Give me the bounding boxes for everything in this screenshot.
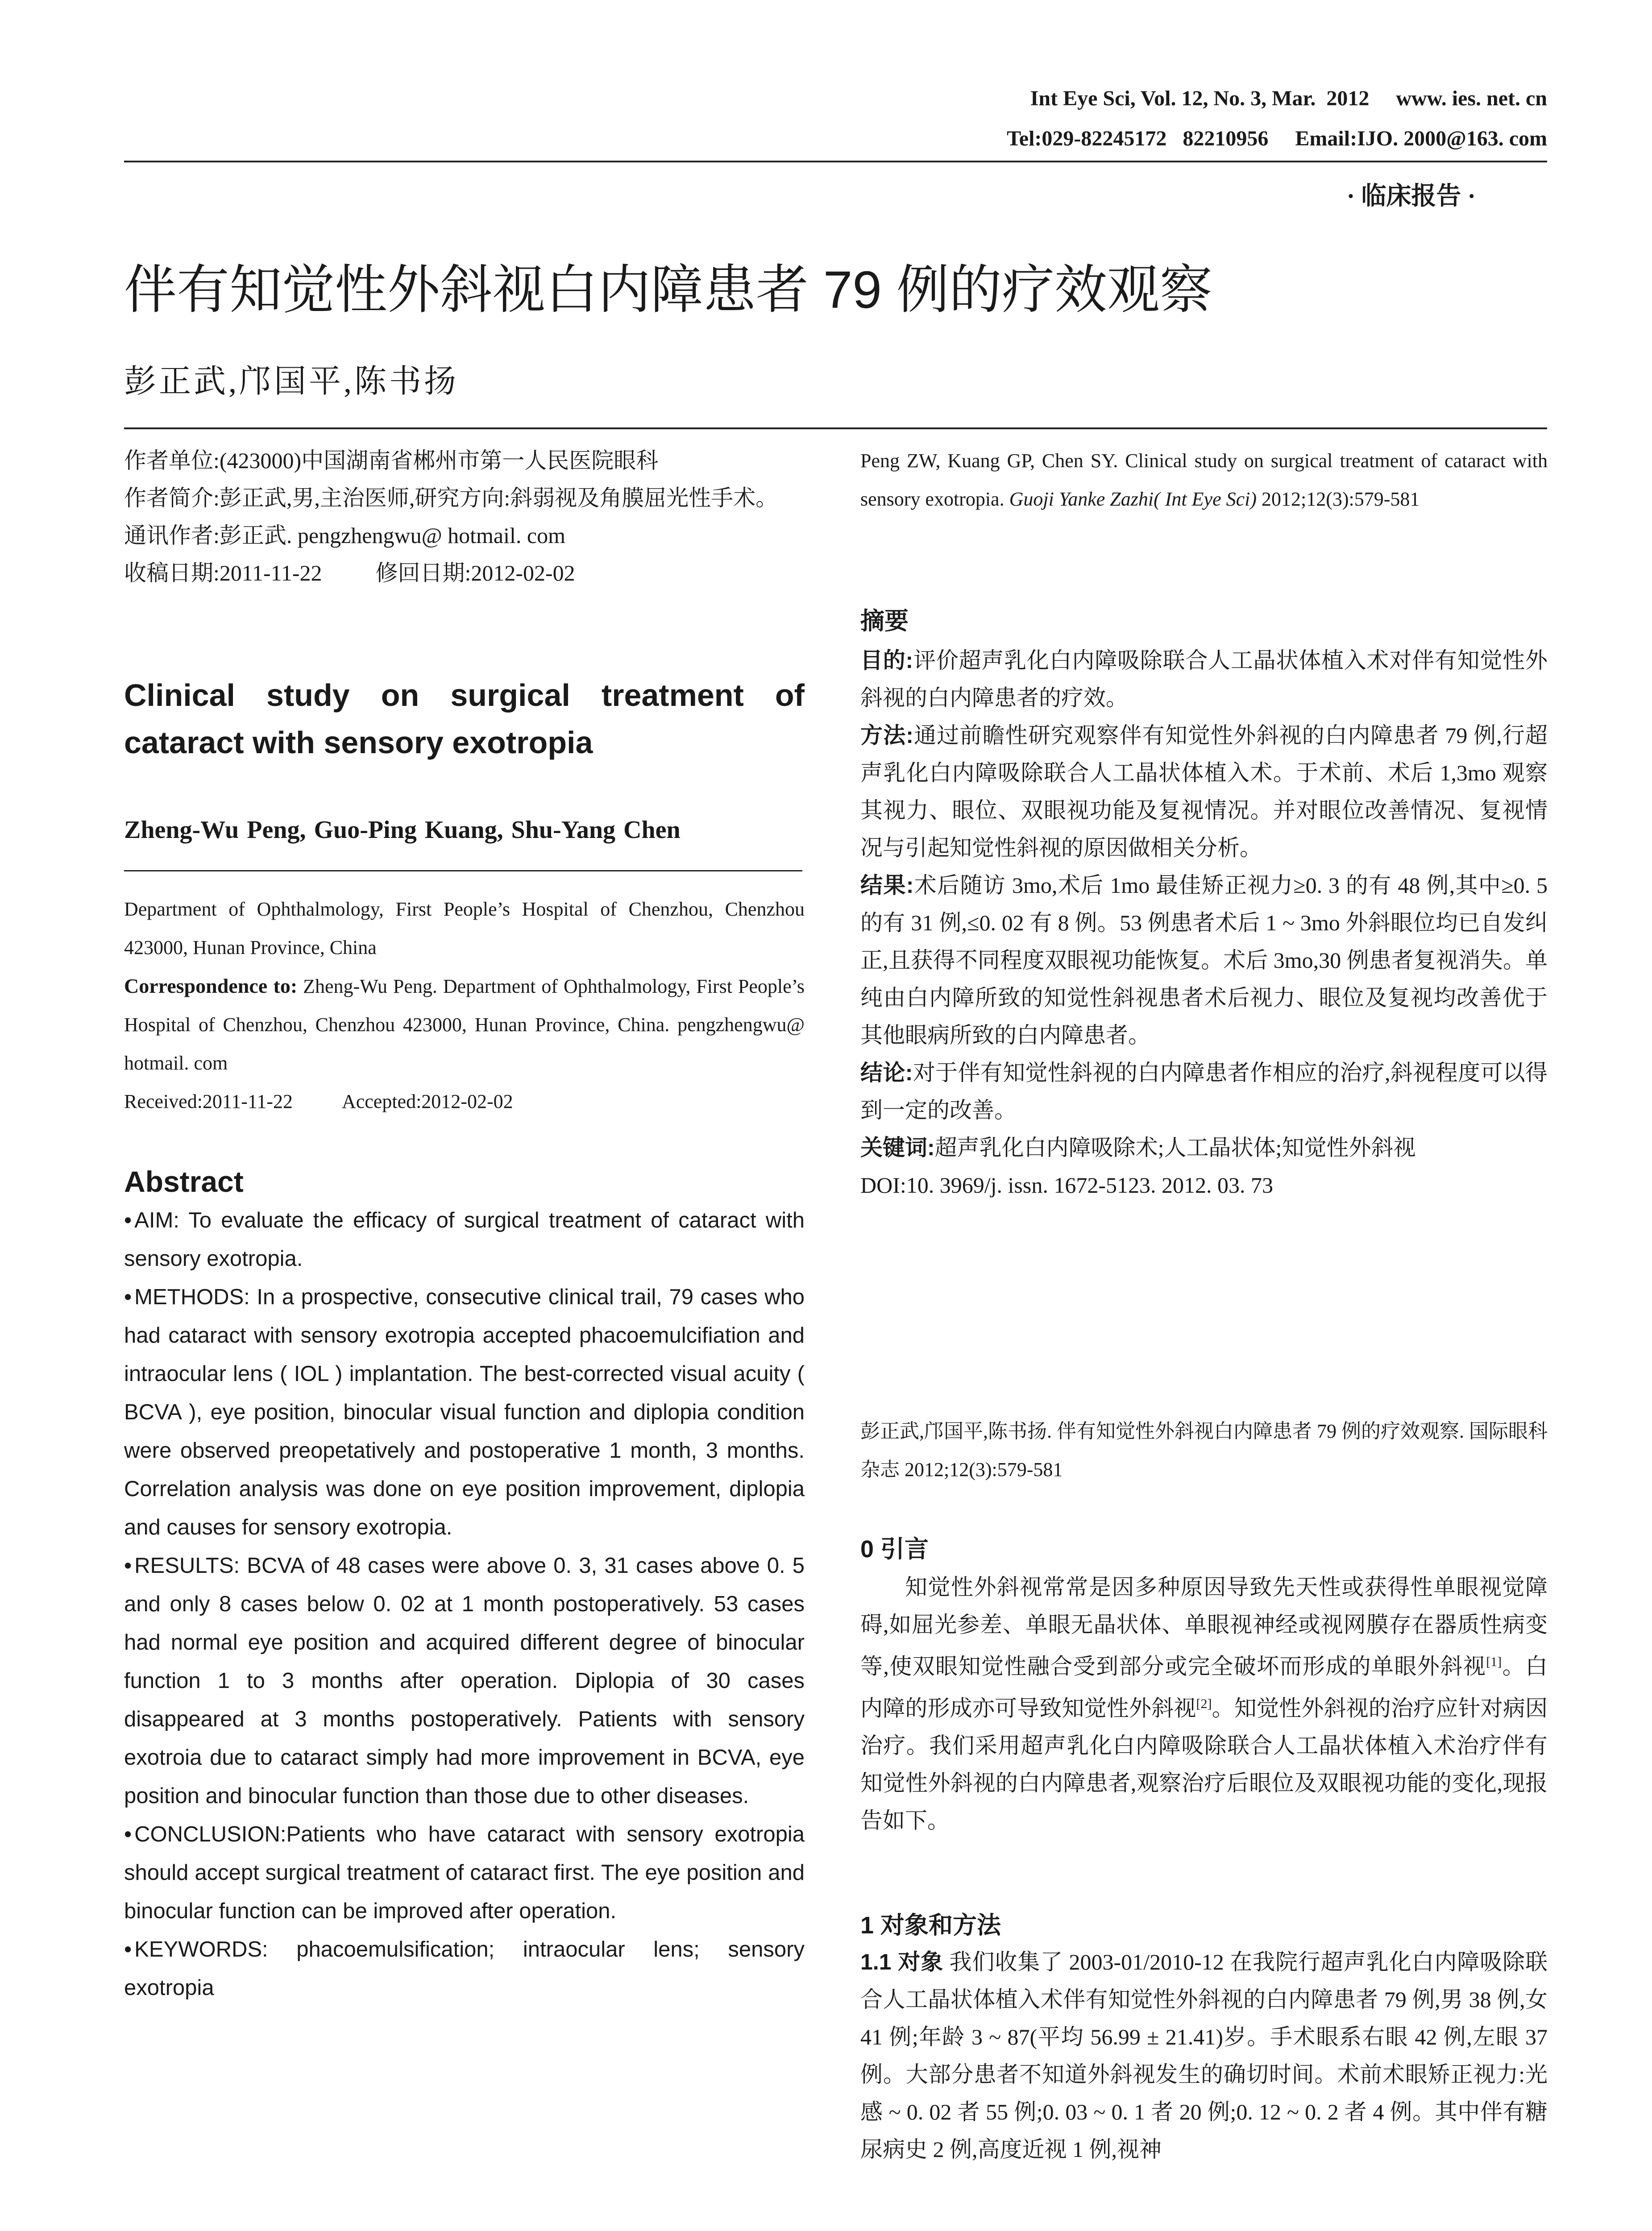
article-title-en: Clinical study on surgical treatment of cataract with sensory exotropia [124,678,805,760]
abstract-cn-keywords-text: 超声乳化白内障吸除术;人工晶状体;知觉性外斜视 [934,1135,1416,1160]
intro-text-c: 。知觉性外斜视的治疗应针对病因治疗。我们采用超声乳化白内障吸除联合人工晶状体植入术治疗伴有知觉性外斜视的白内障患者,观察治疗后眼位及双眼视功能的变化,现报告如下。 [860,1696,1548,1833]
front-matter [124,442,805,592]
citation-cn-text: 彭正武,邝国平,陈书扬. 伴有知觉性外斜视白内障患者 79 例的疗效观察. 国际眼科杂志 2012;12(3):579-581 [860,1420,1548,1480]
authors-rule [124,870,802,871]
citation-cn [860,1412,1548,1489]
abstract-cn-conclusion-text: 对于伴有知觉性斜视的白内障患者作相应的治疗,斜视程度可以得到一定的改善。 [860,1060,1548,1123]
methods-text: 我们收集了 2003-01/2010-12 在我院行超声乳化白内障吸除联合人工晶状体植入术伴有知觉性外斜视的白内障患者 79 例,男 38 例,女 41 例;年龄 3 ~ 87(平均 56.99 ± 21.41)岁。手术眼系右眼 42 例,左眼 37 例。大部分患者不知道外斜视发生的确切时间。术前术眼矫正视力:光感 ~ 0. 02 者 55 例;0. 03 ~ 0. 1 者 20 例;0. 12 ~ 0. 2 者 4 例。其中伴有糖尿病史 2 例,高度近视 1 例,视神 [860,1949,1548,2162]
affiliation-cn: 作者单位:(423000)中国湖南省郴州市第一人民医院眼科 [124,448,659,473]
authors-en: Zheng-Wu Peng, Guo-Ping Kuang, Shu-Yang Chen [124,816,681,844]
abstract-results-label: • RESULTS: [124,1554,240,1578]
intro-ref-1: [1] [1486,1655,1502,1669]
received-date-cn: 收稿日期:2011-11-22 [124,560,322,585]
abstract-cn-aim [860,642,1548,717]
header-rule [124,161,1547,162]
affiliation-en: Department of Ophthalmology, First People’s Hospital of Chenzhou, Chenzhou 423000, Hunan Province, China [124,898,805,958]
abstract-cn-results-text: 术后随访 3mo,术后 1mo 最佳矫正视力≥0. 3 的有 48 例,其中≥0. 5 的有 31 例,≤0. 02 有 8 例。53 例患者术后 1 ~ 3mo 外斜眼位均已自发纠正,且获得不同程度双眼视功能恢复。术后 3mo,30 例患者复视消失。单纯由白内障所致的知觉性斜视患者术后视力、眼位及复视均改善优于其他眼病所致的白内障患者。 [860,873,1548,1048]
abstract-methods [124,1278,805,1547]
abstract-heading-en: Abstract [124,1165,244,1198]
abstract-keywords-text: phacoemulsification; intraocular lens; sensory exotropia [124,1937,805,2000]
abstract-cn-conclusion [860,1054,1548,1129]
abstract-cn-aim-label: 目的: [860,648,913,673]
abstract-keywords [124,1930,805,2007]
abstract-aim [124,1201,805,1278]
revised-date-cn: 修回日期:2012-02-02 [375,560,575,585]
abstract-cn-keywords [860,1129,1548,1166]
journal-contact-line: Tel:029-82245172 82210956 Email:IJO. 2000@163. com [1007,127,1547,150]
abstract-en [124,1201,805,2007]
abstract-cn-results-label: 结果: [860,873,914,898]
correspondence-label-en: Correspondence to: [124,975,298,997]
abstract-results-text: BCVA of 48 cases were above 0. 3, 31 cases above 0. 5 and only 8 cases below 0. 02 at 1 month postoperatively. 53 cases had normal eye position and acquired different degree of binocular function 1 to 3 months after operation. Diplopia of 30 cases disappeared at 3 months postoperatively. Patients with sensory exotroia due to cataract simply had more improvement in BCVA, eye position and binocular function than those due to other diseases. [124,1554,805,1808]
correspondence-text-en: Zheng-Wu Peng. Department of Ophthalmology, First People’s Hospital of Chenzhou, Chenzhou 423000, Hunan Province, China. pengzhengwu@ hotmail. com [124,975,805,1074]
intro-ref-2: [2] [1196,1696,1212,1711]
journal-info-line: Int Eye Sci, Vol. 12, No. 3, Mar. 2012 www. ies. net. cn [1030,87,1547,110]
methods-subheading: 1.1 对象 [860,1949,944,1974]
citation-en-text: Peng ZW, Kuang GP, Chen SY. Clinical study on surgical treatment of cataract with sensory exotropia. [860,450,1548,510]
methods-heading: 1 对象和方法 [860,1912,1001,1939]
article-title-cn: 伴有知觉性外斜视白内障患者 79 例的疗效观察 [124,261,1212,319]
correspondence-cn: 通讯作者:彭正武. pengzhengwu@ hotmail. com [124,523,565,548]
citation-en [860,442,1548,518]
abstract-cn-results [860,867,1548,1054]
citation-en-details: 2012;12(3):579-581 [1257,488,1420,510]
affiliation-block-en [124,890,805,1121]
intro-body [860,1568,1548,1839]
dates-en [124,1082,805,1121]
abstract-conclusion [124,1815,805,1930]
abstract-keywords-label: • KEYWORDS: [124,1937,268,1961]
abstract-methods-text: In a prospective, consecutive clinical trail, 79 cases who had cataract with sensory exotropia accepted phacoemulcifiation and intraocular lens ( IOL ) implantation. The best-corrected visual acuity ( BCVA ), eye position, binocular visual function and diplopia condition were observed preopetatively and postoperative 1 month, 3 months. Correlation analysis was done on eye position improvement, diplopia and causes for sensory exotropia. [124,1285,805,1539]
doi: DOI:10. 3969/j. issn. 1672-5123. 2012. 03. 73 [860,1173,1273,1198]
correspondence-en [124,967,805,1082]
intro-text-b: 。白内障的形成亦可导致知觉性外斜视 [860,1654,1548,1721]
abstract-heading-cn: 摘要 [860,608,909,634]
abstract-aim-text: To evaluate the efficacy of surgical treatment of cataract with sensory exotropia. [124,1208,805,1271]
intro-text-a: 知觉性外斜视常常是因多种原因导致先天性或获得性单眼视觉障碍,如屈光参差、单眼无晶状体、单眼视神经或视网膜存在器质性病变等,使双眼知觉性融合受到部分或完全破坏而形成的单眼外斜视 [860,1575,1548,1679]
abstract-cn-conclusion-label: 结论: [860,1060,913,1085]
section-label: · 临床报告 · [1346,182,1476,210]
abstract-cn-aim-text: 评价超声乳化白内障吸除联合人工晶状体植入术对伴有知觉性外斜视的白内障患者的疗效。 [860,648,1548,710]
methods-body [860,1943,1548,2168]
abstract-cn-methods-label: 方法: [860,723,913,748]
dates-cn [124,554,805,592]
abstract-cn [860,642,1548,1204]
abstract-cn-methods-text: 通过前瞻性研究观察伴有知觉性外斜视的白内障患者 79 例,行超声乳化白内障吸除联合人工晶状体植入术。于术前、术后 1,3mo 观察其视力、眼位、双眼视功能及复视情况。并对眼位改善情况、复视情况与引起知觉性斜视的原因做相关分析。 [860,723,1548,860]
title-rule [124,427,1547,429]
abstract-cn-methods [860,717,1548,867]
abstract-results [124,1547,805,1815]
author-bio-cn: 作者简介:彭正武,男,主治医师,研究方向:斜弱视及角膜屈光性手术。 [124,485,778,510]
methods-paragraph [860,1943,1548,2168]
authors-cn: 彭正武,邝国平,陈书扬 [124,364,459,399]
abstract-aim-label: • AIM: [124,1208,179,1232]
accepted-date-en: Accepted:2012-02-02 [341,1091,513,1112]
intro-paragraph [860,1568,1548,1839]
intro-heading: 0 引言 [860,1536,929,1563]
citation-en-journal: Guoji Yanke Zazhi( Int Eye Sci) [1009,488,1257,510]
abstract-conclusion-text: Patients who have cataract with sensory exotropia should accept surgical treatment of cataract first. The eye position and binocular function can be improved after operation. [124,1822,805,1923]
abstract-methods-label: • METHODS: [124,1285,250,1309]
abstract-conclusion-label: • CONCLUSION: [124,1822,286,1846]
abstract-cn-keywords-label: 关键词: [860,1135,935,1160]
received-date-en: Received:2011-11-22 [124,1091,293,1112]
